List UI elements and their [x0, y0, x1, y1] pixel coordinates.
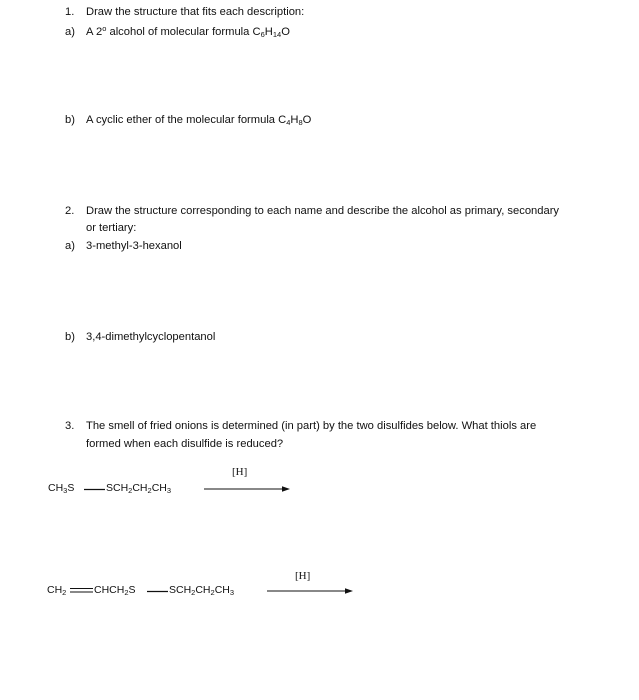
- q1b-text: A cyclic ether of the molecular formula $C_4H_8O$: [86, 114, 312, 127]
- q1-prompt: Draw the structure that fits each description:: [86, 6, 305, 18]
- reaction1-reagent: [H]: [232, 466, 248, 478]
- q3-number: 3.: [65, 420, 75, 432]
- q2b-text: 3,4-dimethylcyclopentanol: [86, 331, 216, 343]
- q1a-text: A 2$^o$ alcohol of molecular formula $C_6H_{14}O$: [86, 24, 290, 39]
- reaction1-single-bond: [84, 488, 106, 492]
- q2-prompt-line2: or tertiary:: [86, 222, 137, 234]
- q1b-label: b): [65, 114, 75, 126]
- reaction2-single-bond: [147, 590, 169, 594]
- reaction2-reagent: [H]: [295, 570, 311, 582]
- q2-number: 2.: [65, 205, 75, 217]
- q2-prompt-line1: Draw the structure corresponding to each name and describe the alcohol as primary, secondary: [86, 205, 560, 217]
- q2a-text: 3-methyl-3-hexanol: [86, 240, 182, 252]
- q1a-label: a): [65, 26, 75, 38]
- reaction2-double-bond: [70, 587, 94, 595]
- reaction2-fragment-b: $CHCH_2S$: [94, 584, 136, 597]
- reaction1-right-fragment: $SCH_2CH_2CH_3$: [106, 482, 172, 495]
- q3-prompt-line1: The smell of fried onions is determined (in part) by the two disulfides below. What thiols are: [86, 420, 537, 432]
- reaction1-left-fragment: $CH_3S$: [48, 482, 75, 495]
- reaction2-arrow: [267, 587, 353, 595]
- reaction2-fragment-a: $CH_2$: [47, 584, 67, 597]
- q3-prompt-line2: formed when each disulfide is reduced?: [86, 438, 284, 450]
- reaction1-arrow: [204, 485, 290, 493]
- q2b-label: b): [65, 331, 75, 343]
- q1-number: 1.: [65, 6, 75, 18]
- reaction2-right-fragment: $SCH_2CH_2CH_3$: [169, 584, 235, 597]
- q2a-label: a): [65, 240, 75, 252]
